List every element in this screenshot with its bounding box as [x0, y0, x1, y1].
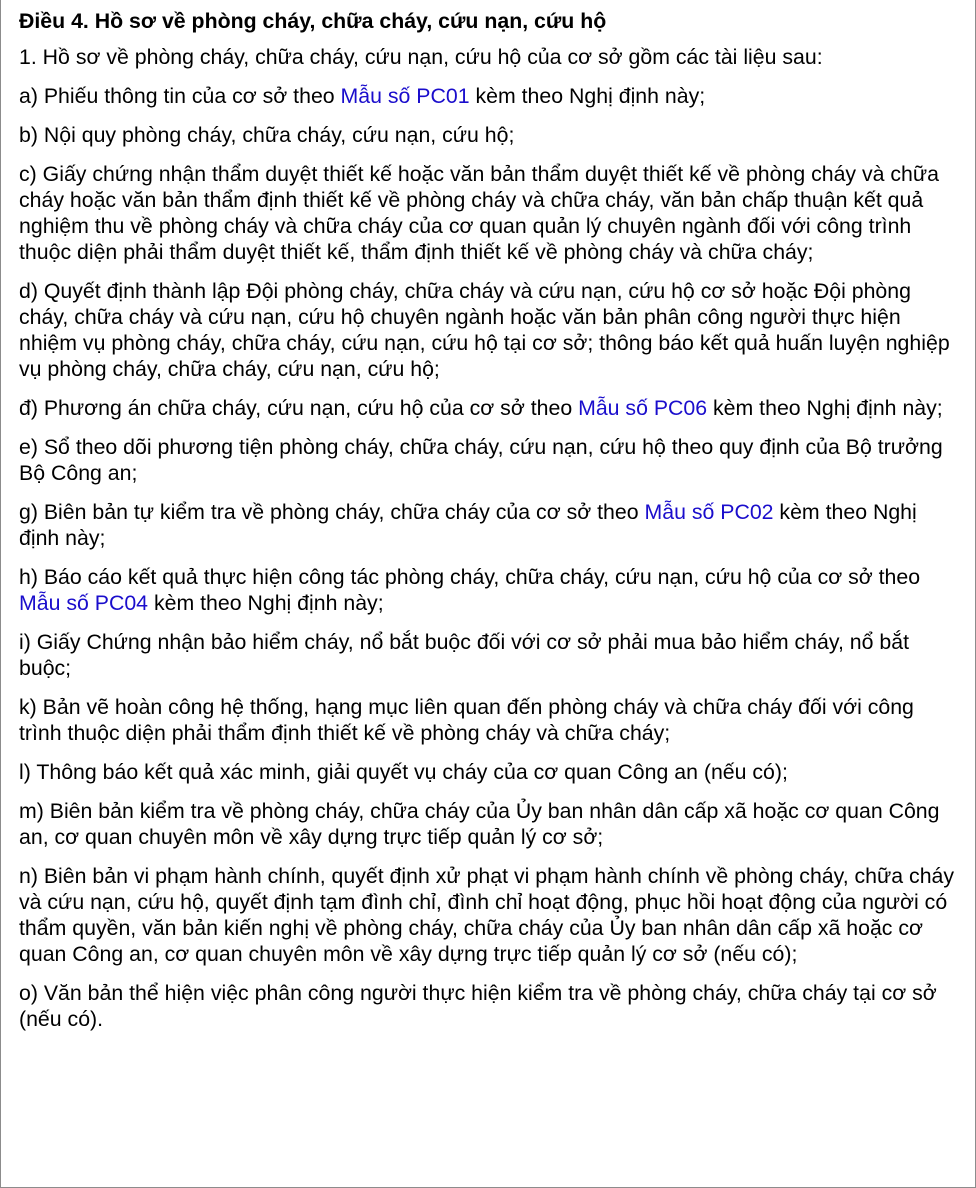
- item-b: b) Nội quy phòng cháy, chữa cháy, cứu nạn, cứu hộ;: [19, 123, 515, 147]
- form-pc01-link[interactable]: Mẫu số PC01: [340, 84, 470, 108]
- item-m: m) Biên bản kiểm tra về phòng cháy, chữa cháy của Ủy ban nhân dân cấp xã hoặc cơ quan Công an, cơ quan chuyên môn về xây dựng trực tiếp quản lý cơ sở;: [19, 799, 940, 849]
- item-i: i) Giấy Chứng nhận bảo hiểm cháy, nổ bắt buộc đối với cơ sở phải mua bảo hiểm cháy, nổ bắt buộc;: [19, 630, 909, 680]
- item-c: c) Giấy chứng nhận thẩm duyệt thiết kế hoặc văn bản thẩm duyệt thiết kế về phòng cháy và chữa cháy hoặc văn bản thẩm định thiết kế về phòng cháy và chữa cháy, văn bản chấp thuận kết quả nghiệm thu về phòng cháy và chữa cháy của cơ quan quản lý chuyên ngành đối với công trình thuộc diện phải thẩm duyệt thiết kế, thẩm định thiết kế về phòng cháy và chữa cháy;: [19, 162, 939, 264]
- item-e: e) Sổ theo dõi phương tiện phòng cháy, chữa cháy, cứu nạn, cứu hộ theo quy định của Bộ trưởng Bộ Công an;: [19, 435, 943, 485]
- item-dd: [19, 395, 957, 421]
- item-n: n) Biên bản vi phạm hành chính, quyết định xử phạt vi phạm hành chính về phòng cháy, chữa cháy và cứu nạn, cứu hộ, quyết định tạm đình chỉ, đình chỉ hoạt động, phục hồi hoạt động của người có thẩm quyền, văn bản kiến nghị về phòng cháy, chữa cháy của Ủy ban nhân dân cấp xã hoặc cơ quan Công an, cơ quan chuyên môn về xây dựng trực tiếp quản lý cơ sở (nếu có);: [19, 864, 955, 966]
- form-pc02-link[interactable]: Mẫu số PC02: [644, 500, 774, 524]
- item-a: [19, 83, 957, 109]
- item-o: o) Văn bản thể hiện việc phân công người thực hiện kiểm tra về phòng cháy, chữa cháy tại cơ sở (nếu có).: [19, 981, 937, 1031]
- form-pc06-link[interactable]: Mẫu số PC06: [578, 396, 708, 420]
- item-g-text-after: kèm theo Nghị định này;: [19, 500, 917, 550]
- item-l: l) Thông báo kết quả xác minh, giải quyết vụ cháy của cơ quan Công an (nếu có);: [19, 760, 788, 784]
- item-h: [19, 564, 957, 616]
- form-pc04-link[interactable]: Mẫu số PC04: [19, 591, 149, 615]
- article-title: Điều 4. Hồ sơ về phòng cháy, chữa cháy, cứu nạn, cứu hộ: [19, 9, 607, 33]
- item-d: d) Quyết định thành lập Đội phòng cháy, chữa cháy và cứu nạn, cứu hộ cơ sở hoặc Đội phòng cháy, chữa cháy và cứu nạn, cứu hộ chuyên ngành hoặc văn bản phân công người thực hiện nhiệm vụ phòng cháy, chữa cháy, cứu nạn, cứu hộ tại cơ sở; thông báo kết quả huấn luyện nghiệp vụ phòng cháy, chữa cháy, cứu nạn, cứu hộ;: [19, 279, 950, 381]
- item-a-text-after: kèm theo Nghị định này;: [469, 84, 706, 108]
- item-g-text-before: g) Biên bản tự kiểm tra về phòng cháy, chữa cháy của cơ sở theo: [19, 500, 645, 524]
- item-k: k) Bản vẽ hoàn công hệ thống, hạng mục liên quan đến phòng cháy và chữa cháy đối với công trình thuộc diện phải thẩm định thiết kế về phòng cháy và chữa cháy;: [19, 695, 914, 745]
- item-h-text-after: kèm theo Nghị định này;: [148, 591, 384, 615]
- article-intro: 1. Hồ sơ về phòng cháy, chữa cháy, cứu nạn, cứu hộ của cơ sở gồm các tài liệu sau:: [19, 45, 823, 69]
- item-dd-text-after: kèm theo Nghị định này;: [707, 396, 943, 420]
- item-dd-text-before: đ) Phương án chữa cháy, cứu nạn, cứu hộ của cơ sở theo: [19, 396, 579, 420]
- item-g: [19, 499, 957, 551]
- item-h-text-before: h) Báo cáo kết quả thực hiện công tác phòng cháy, chữa cháy, cứu nạn, cứu hộ của cơ sở theo: [19, 565, 921, 589]
- item-a-text-before: a) Phiếu thông tin của cơ sở theo: [19, 84, 341, 108]
